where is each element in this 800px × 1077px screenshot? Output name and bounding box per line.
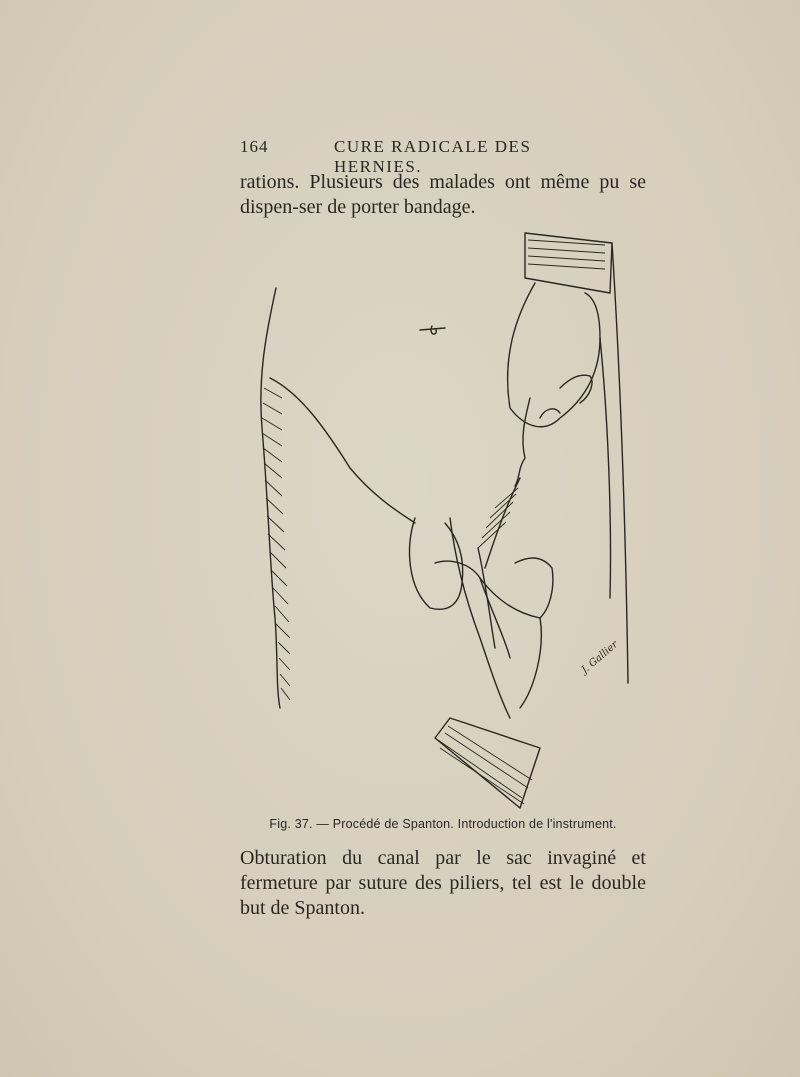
- running-title: CURE RADICALE DES HERNIES.: [334, 137, 532, 176]
- paragraph-top: rations. Plusieurs des malades ont même pu se dispen-ser de porter bandage.: [240, 171, 646, 218]
- figure-illustration: [240, 218, 660, 813]
- paragraph-bottom: Obturation du canal par le sac invaginé et fermeture par suture des piliers, tel est le double but de Spanton.: [240, 847, 646, 919]
- instrument-hatching: [478, 488, 518, 548]
- artist-signature: J. Gallier: [579, 639, 621, 676]
- anatomical-drawing: [240, 218, 660, 813]
- page-header: [240, 137, 570, 176]
- page-number: 164: [240, 137, 269, 156]
- figure-caption: Fig. 37. — Procédé de Spanton. Introduction de l'instrument.: [269, 817, 617, 831]
